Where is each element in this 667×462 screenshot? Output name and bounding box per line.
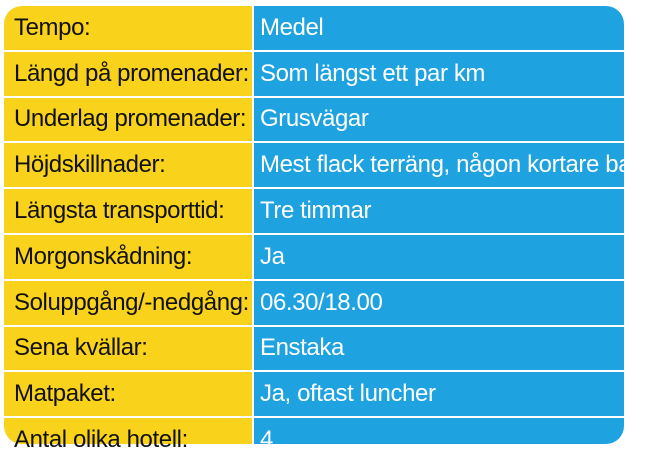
row-value: 06.30/18.00 — [253, 280, 624, 326]
row-label: Tempo: — [4, 6, 253, 51]
table-row — [4, 6, 624, 51]
row-value: 4 — [260, 426, 273, 454]
table-row — [4, 142, 624, 188]
row-label: Längsta transporttid: — [4, 188, 253, 234]
row-label: Morgonskådning: — [4, 234, 253, 280]
row-label: Soluppgång/-nedgång: — [4, 280, 253, 326]
table-row — [4, 326, 624, 372]
row-value: Medel — [253, 6, 624, 51]
table-row — [4, 97, 624, 143]
table-row — [4, 371, 624, 417]
row-value: Mest flack terräng, någon kortare backe — [253, 142, 624, 188]
table-row — [4, 51, 624, 97]
row-value: Enstaka — [253, 326, 624, 372]
table-row — [4, 188, 624, 234]
row-value: Tre timmar — [253, 188, 624, 234]
row-label: Längd på promenader: — [4, 51, 253, 97]
row-value: Ja — [253, 234, 624, 280]
table-row — [4, 417, 624, 462]
row-label: Höjdskillnader: — [4, 142, 253, 188]
row-value: Som längst ett par km — [253, 51, 624, 97]
row-label: Antal olika hotell: — [4, 417, 253, 462]
row-value: Ja, oftast luncher — [253, 371, 624, 417]
table-row — [4, 280, 624, 326]
row-value: Grusvägar — [253, 97, 624, 143]
trip-facts-table — [4, 6, 667, 454]
facts-table — [4, 6, 667, 462]
table-row — [4, 234, 624, 280]
row-label: Sena kvällar: — [4, 326, 253, 372]
row-label: Matpaket: — [4, 371, 253, 417]
row-label: Underlag promenader: — [4, 97, 253, 143]
